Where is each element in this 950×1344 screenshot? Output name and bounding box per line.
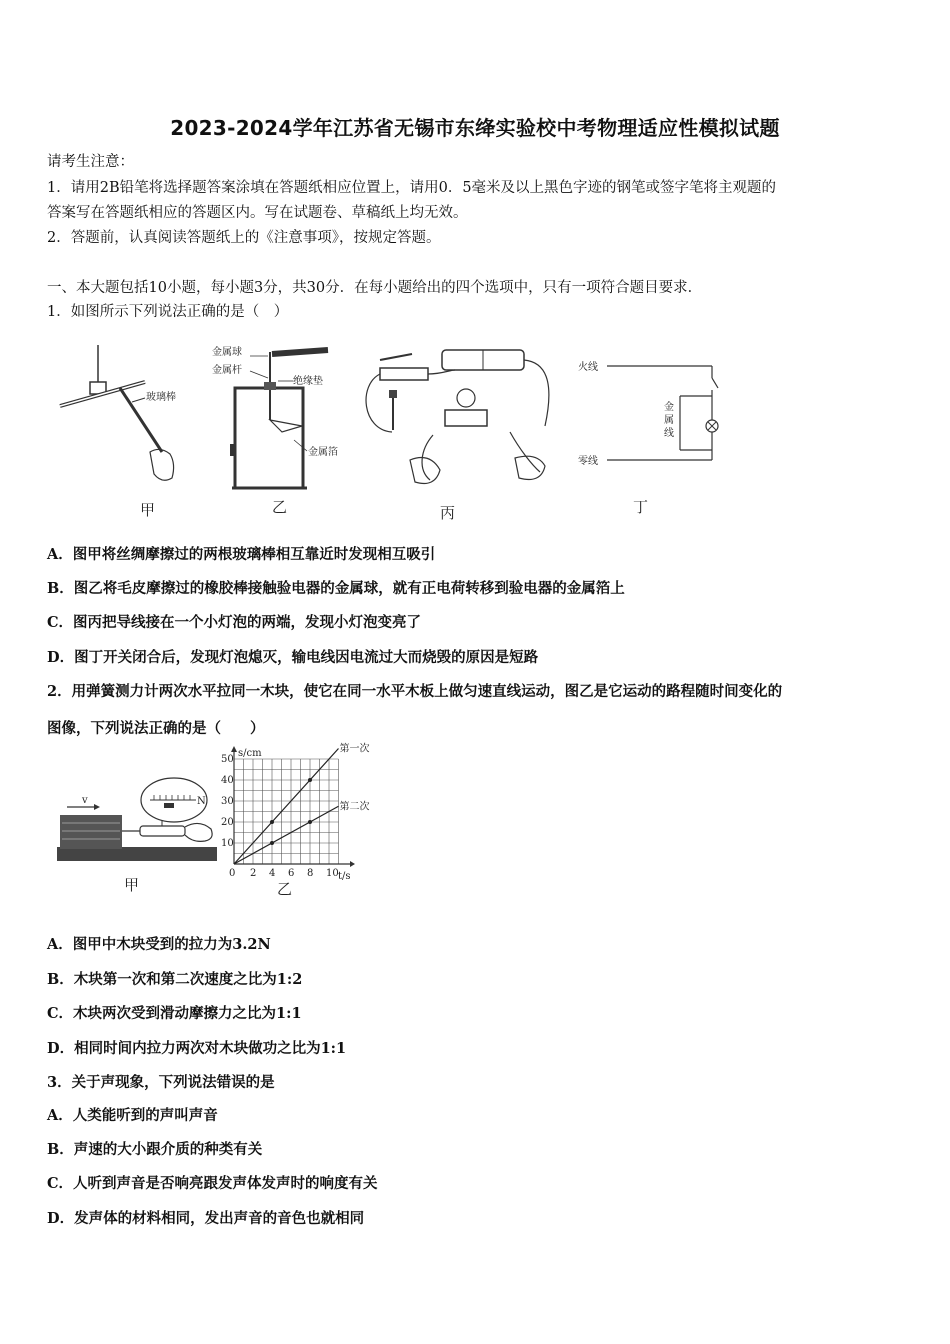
figure-jia (60, 345, 176, 519)
chart-grid (234, 759, 339, 864)
y-axis-label: s/cm (238, 748, 262, 759)
caption-ding: 丁 (633, 498, 649, 516)
data-point (270, 820, 274, 824)
x-tick-label: 6 (288, 868, 295, 879)
label-metal-wire-1: 金 (664, 402, 674, 413)
label-metal-foil: 金属箔 (308, 447, 338, 458)
q1-option-d: D．图丁开关闭合后，发现灯泡熄灭，输电线因电流过大而烧毁的原因是短路 (47, 649, 539, 666)
q1-figures (50, 340, 750, 525)
q2-option-d: D．相同时间内拉力两次对木块做功之比为1:1 (47, 1040, 347, 1057)
notice-header: 请考生注意： (47, 154, 134, 170)
caption-q2-jia: 甲 (124, 876, 140, 894)
x-tick-label: 2 (250, 868, 257, 879)
q1-option-a: A．图甲将丝绸摩擦过的两根玻璃棒相互靠近时发现相互吸引 (47, 546, 436, 563)
label-metal-ball: 金属球 (212, 347, 242, 358)
data-point (308, 778, 312, 782)
caption-bing: 丙 (440, 504, 456, 522)
q3-option-a: A．人类能听到的声叫声音 (47, 1107, 218, 1124)
q2-option-a: A．图甲中木块受到的拉力为3.2N (47, 936, 271, 953)
y-tick-label: 40 (221, 775, 234, 786)
q2-stem-2: 图像，下列说法正确的是（ ） (47, 720, 265, 737)
label-glass-rod: 玻璃棒 (146, 392, 176, 403)
label-live-wire: 火线 (578, 362, 598, 373)
x-tick-label: 8 (307, 868, 314, 879)
y-tick-label: 20 (221, 817, 234, 828)
q3-option-c: C．人听到声音是否响亮跟发声体发声时的响度有关 (47, 1175, 378, 1192)
series-legend-2: 第二次 (339, 801, 370, 813)
label-velocity: v (82, 795, 88, 806)
q2-option-b: B．木块第一次和第二次速度之比为1:2 (47, 971, 303, 988)
q1-stem: 1．如图所示下列说法正确的是（ ） (47, 304, 289, 320)
data-point (308, 820, 312, 824)
label-metal-wire-2: 属 (664, 415, 674, 426)
figure-bing (366, 350, 549, 522)
x-tick-label: 10 (326, 868, 339, 879)
data-point (270, 841, 274, 845)
section-heading: 一、本大题包括10小题，每小题3分，共30分．在每小题给出的四个选项中，只有一项符合题目要求． (47, 280, 703, 296)
caption-q2-yi: 乙 (277, 880, 293, 898)
q3-option-d: D．发声体的材料相同，发出声音的音色也就相同 (47, 1210, 365, 1227)
notice-line-1b: 答案写在答题纸相应的答题区内。写在试题卷、草稿纸上均无效。 (47, 205, 468, 221)
x-axis-label: t/s (338, 871, 351, 882)
y-tick-label: 10 (221, 838, 234, 849)
label-neutral-wire: 零线 (578, 456, 598, 467)
q3-option-b: B．声速的大小跟介质的种类有关 (47, 1141, 263, 1158)
y-tick-label: 50 (221, 754, 234, 765)
notice-line-1a: 1．请用2B铅笔将选择题答案涂填在答题纸相应位置上，请用0．5毫米及以上黑色字迹的钢笔或签字笔将主观题的 (47, 180, 777, 196)
caption-jia: 甲 (140, 501, 156, 519)
label-metal-wire-3: 线 (664, 428, 674, 439)
series-legend-1: 第一次 (339, 743, 370, 755)
page-title: 2023-2024学年江苏省无锡市东绛实验校中考物理适应性模拟试题 (170, 116, 780, 140)
series-line-2 (234, 806, 339, 864)
y-axis-arrow (231, 746, 237, 752)
figure-yi (212, 345, 338, 516)
label-insulator: 绝缘垫 (293, 376, 323, 387)
q2-stem-1: 2．用弹簧测力计两次水平拉同一木块，使它在同一水平木板上做匀速直线运动，图乙是它运动的路程随时间变化的 (47, 683, 783, 700)
notice-line-2: 2．答题前，认真阅读答题纸上的《注意事项》，按规定答题。 (47, 230, 441, 246)
q2-option-c: C．木块两次受到滑动摩擦力之比为1:1 (47, 1005, 302, 1022)
x-tick-0: 0 (229, 868, 236, 879)
label-metal-rod: 金属杆 (212, 365, 242, 376)
q1-option-c: C．图丙把导线接在一个小灯泡的两端，发现小灯泡变亮了 (47, 614, 422, 631)
q2-figure-jia (52, 775, 222, 900)
label-newton: N (197, 796, 206, 807)
q1-option-b: B．图乙将毛皮摩擦过的橡胶棒接触验电器的金属球，就有正电荷转移到验电器的金属箔上 (47, 580, 625, 597)
figure-ding (578, 360, 718, 516)
caption-yi: 乙 (272, 498, 288, 516)
q2-chart (221, 743, 370, 898)
q3-stem: 3．关于声现象，下列说法错误的是 (47, 1074, 275, 1091)
x-axis-arrow (350, 861, 355, 867)
series-line-1 (234, 749, 339, 865)
x-tick-label: 4 (269, 868, 276, 879)
y-tick-label: 30 (221, 796, 234, 807)
